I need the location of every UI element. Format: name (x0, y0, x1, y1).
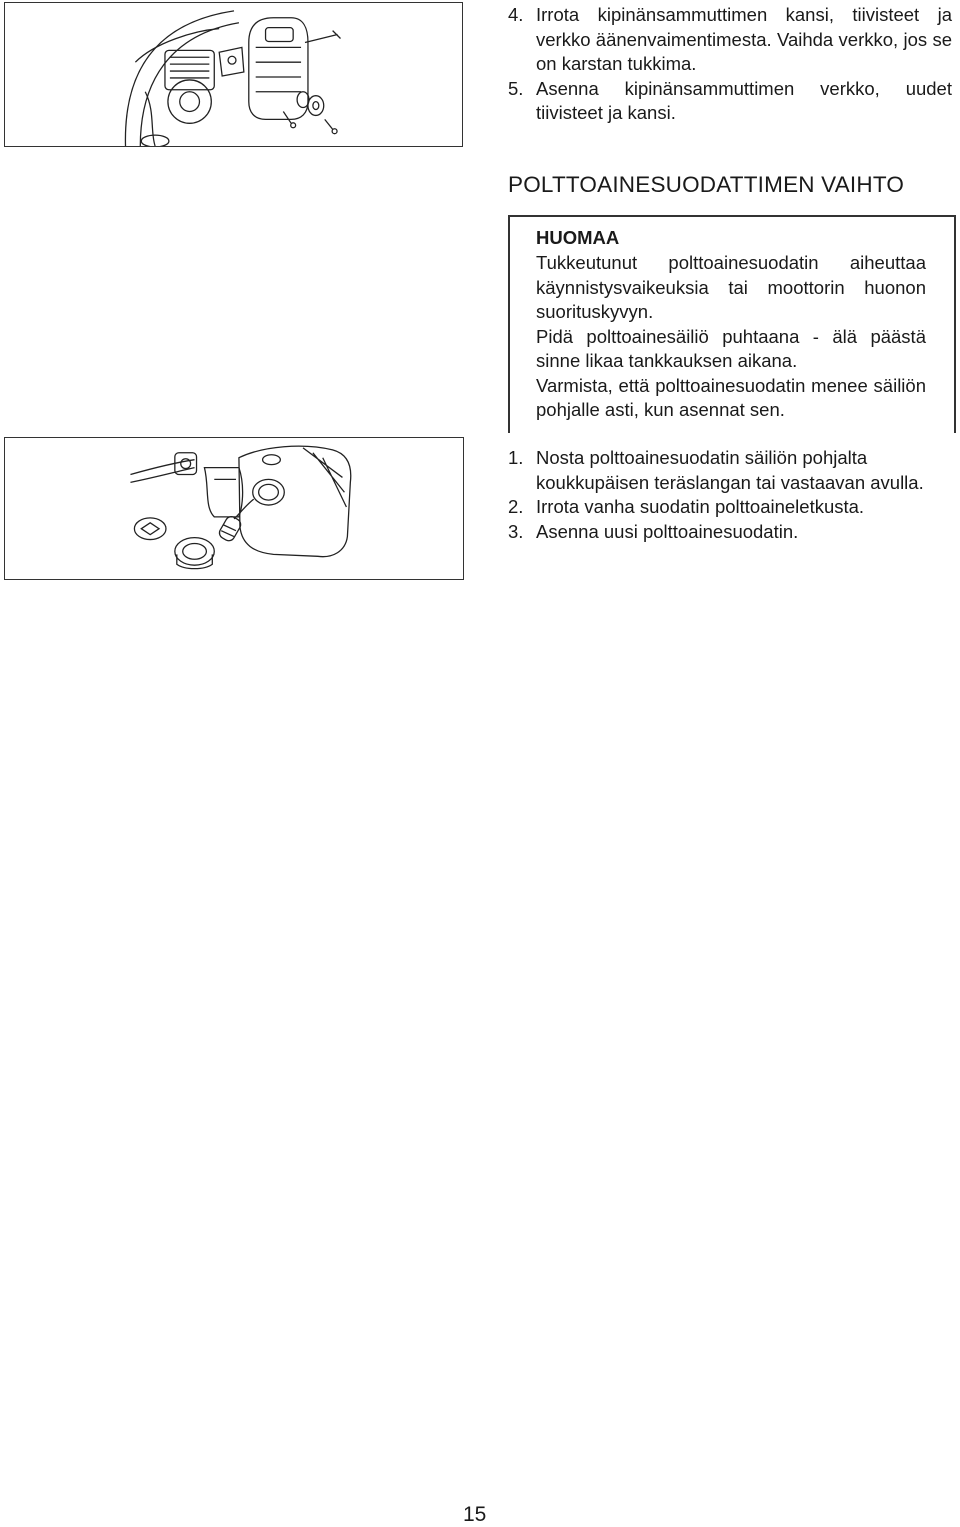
step-text: Asenna kipinänsammuttimen verkko, uudet tiivisteet ja kansi. (536, 77, 952, 123)
steps-list-top (508, 3, 952, 126)
fuel-filter-illustration (4, 437, 464, 580)
list-item (508, 446, 956, 495)
section-title: POLTTOAINESUODATTIMEN VAIHTO (508, 172, 905, 197)
step-text: Irrota vanha suodatin polttoaineletkusta. (536, 496, 865, 517)
note-paragraph: Pidä polttoainesäiliö puhtaana - älä päästä sinne likaa tankkauksen aikana. (536, 325, 926, 371)
page-number: 15 (463, 1503, 487, 1526)
note-paragraph: Tukkeutunut polttoainesuodatin aiheuttaa käynnistysvaikeuksia tai moottorin huonon suorituskyvyn. (536, 252, 926, 322)
list-item (508, 520, 956, 545)
step-number: 5. (508, 77, 524, 99)
step-text: Nosta polttoainesuodatin säiliön pohjalta koukkupäisen teräslangan tai vastaavan avulla. (536, 447, 924, 493)
muffler-drawing (5, 3, 462, 146)
muffler-illustration (4, 2, 463, 147)
list-item (508, 77, 952, 126)
step-number: 4. (508, 4, 524, 25)
step-number: 2. (508, 496, 524, 517)
steps-list-bottom (508, 446, 956, 544)
note-text (536, 251, 926, 423)
step-text: Irrota kipinänsammuttimen kansi, tiivisteet ja verkko äänenvaimentimesta. Vaihda verkko, jos se on karstan tukkima. (536, 4, 952, 74)
step-number: 1. (508, 447, 524, 468)
list-item (508, 495, 956, 520)
step-number: 3. (508, 520, 524, 542)
note-title: HUOMAA (536, 227, 620, 248)
step-text: Asenna uusi polttoainesuodatin. (536, 520, 799, 542)
fuel-tank-drawing (5, 438, 463, 579)
list-item (508, 3, 952, 77)
note-paragraph: Varmista, että polttoainesuodatin menee säiliön pohjalle asti, kun asennat sen. (536, 374, 926, 420)
